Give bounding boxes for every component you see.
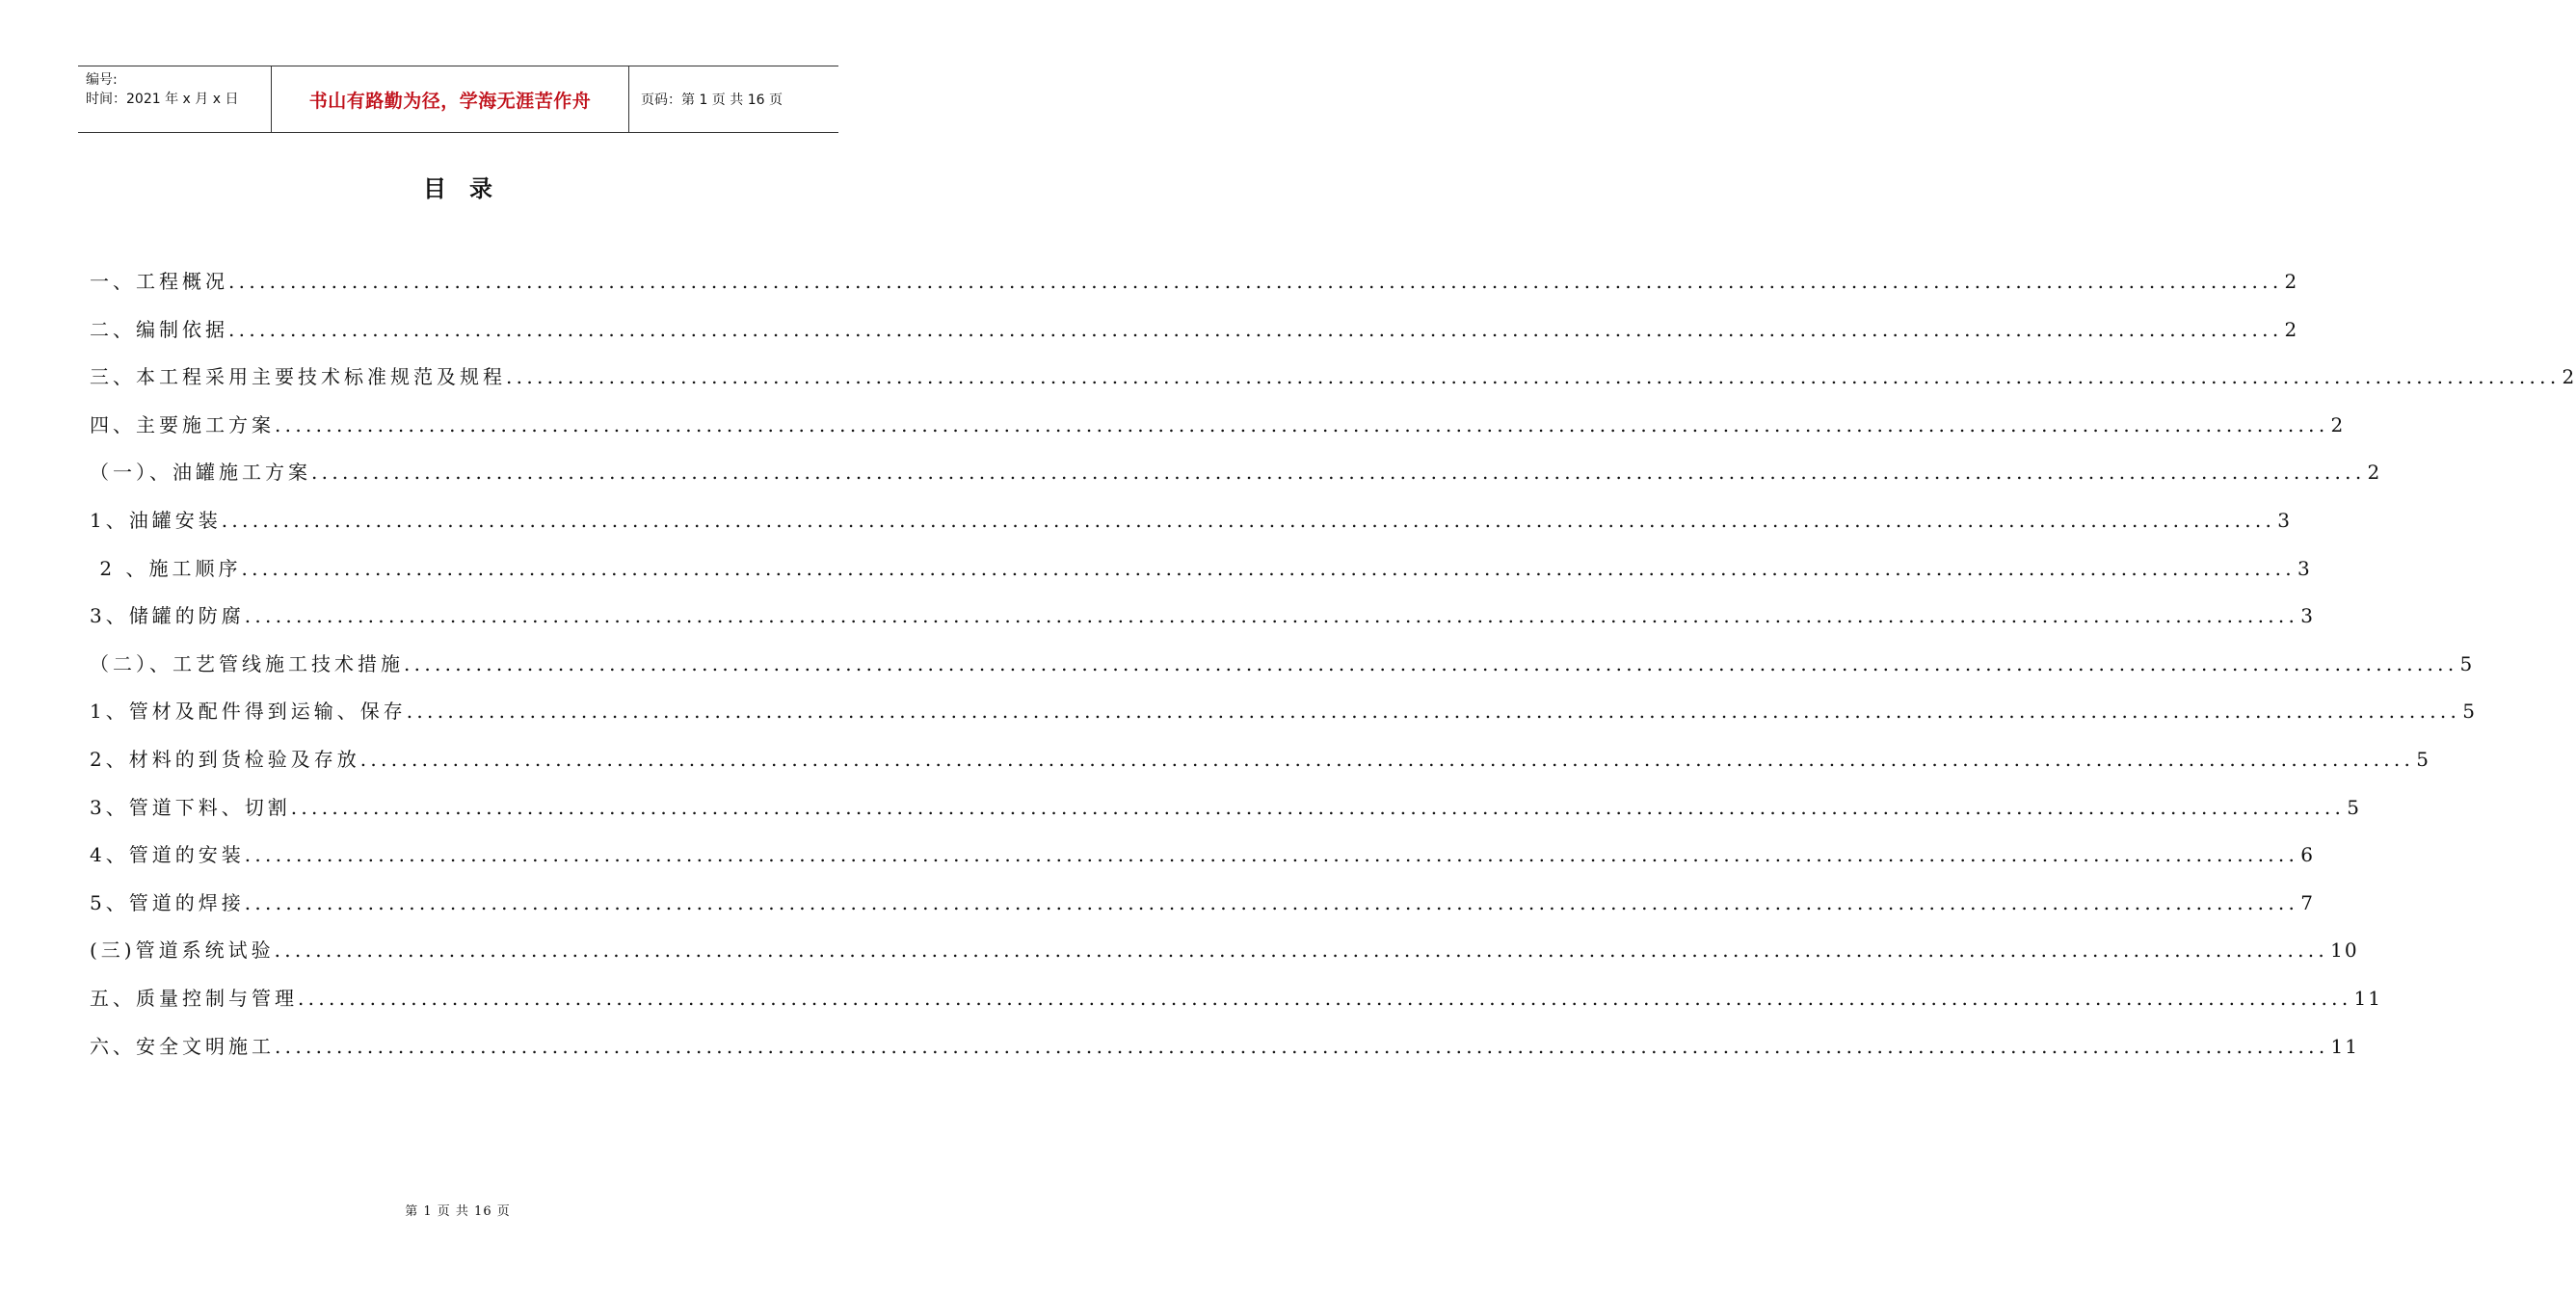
toc-entry[interactable] xyxy=(90,505,2292,553)
toc-entry-page: 11 xyxy=(2330,1034,2359,1058)
toc-entry-label: 3、管道下料、切割 xyxy=(90,795,291,819)
toc-entry-page: 3 xyxy=(2277,508,2292,532)
toc-entry-page: 3 xyxy=(2300,604,2315,628)
toc-leader-dots: ........................................................................................................................................................................................................ xyxy=(290,795,2346,819)
toc-entry-page: 7 xyxy=(2300,890,2315,914)
toc-entry-label: 三、本工程采用主要技术标准规范及规程 xyxy=(90,365,506,389)
toc-entry[interactable] xyxy=(90,553,2312,601)
toc-entry[interactable] xyxy=(90,792,2361,840)
toc-entry-label: 3、储罐的防腐 xyxy=(90,604,245,628)
toc-leader-dots: ........................................................................................................................................................................................................ xyxy=(228,270,2283,293)
date-label: 时间：2021 年 x 月 x 日 xyxy=(86,92,239,107)
toc-entry-page: 2 xyxy=(2330,412,2346,436)
toc-entry-page: 5 xyxy=(2347,795,2361,819)
toc-entry-label: 五、质量控制与管理 xyxy=(90,986,298,1010)
toc-leader-dots: ........................................................................................................................................................................................................ xyxy=(244,890,2299,914)
toc-entry-label: （二）、工艺管线施工技术措施 xyxy=(90,651,404,675)
toc-entry[interactable] xyxy=(90,410,2346,458)
toc-entry-page: 2 xyxy=(2562,365,2576,389)
toc-entry[interactable] xyxy=(90,983,2382,1031)
toc-entry[interactable] xyxy=(90,1031,2359,1079)
toc-entry-page: 2 xyxy=(2367,461,2382,485)
toc-entry-label: 1、油罐安装 xyxy=(90,508,222,532)
page-footer: 第 1 页 共 16 页 xyxy=(405,1204,511,1219)
toc-entry-label: 四、主要施工方案 xyxy=(90,412,275,436)
toc-entry[interactable] xyxy=(90,266,2299,314)
toc-entry-label: 1、管材及配件得到运输、保存 xyxy=(90,700,407,724)
toc-leader-dots: ........................................................................................................................................................................................................ xyxy=(221,508,2276,532)
toc-leader-dots: ........................................................................................................................................................................................................ xyxy=(404,651,2458,675)
toc-entry-label: 2、材料的到货检验及存放 xyxy=(90,747,360,771)
toc-leader-dots: ........................................................................................................................................................................................................ xyxy=(298,986,2352,1010)
toc-entry[interactable] xyxy=(90,361,2576,410)
document-title: 目录 xyxy=(423,175,516,202)
page-info-text: 页码：第 1 页 共 16 页 xyxy=(641,92,783,108)
toc-entry-label: 二、编制依据 xyxy=(90,317,228,341)
header-meta xyxy=(78,66,271,132)
toc-leader-dots: ........................................................................................................................................................................................................ xyxy=(311,461,2366,485)
toc-entry[interactable] xyxy=(90,839,2315,887)
toc-entry[interactable] xyxy=(90,887,2315,936)
toc-leader-dots: ........................................................................................................................................................................................................ xyxy=(406,700,2461,724)
toc-entry[interactable] xyxy=(90,600,2315,648)
toc-leader-dots: ........................................................................................................................................................................................................ xyxy=(228,317,2283,341)
toc-leader-dots: ........................................................................................................................................................................................................ xyxy=(241,556,2296,580)
toc-entry-label: 一、工程概况 xyxy=(90,270,228,293)
toc-entry[interactable] xyxy=(90,314,2299,362)
toc-leader-dots: ........................................................................................................................................................................................................ xyxy=(506,365,2561,389)
toc-leader-dots: ........................................................................................................................................................................................................ xyxy=(359,747,2415,771)
toc-entry-page: 3 xyxy=(2297,556,2312,580)
toc-entry[interactable] xyxy=(90,935,2359,983)
toc-entry-page: 5 xyxy=(2459,651,2475,675)
toc-leader-dots: ........................................................................................................................................................................................................ xyxy=(275,1034,2329,1058)
toc-entry[interactable] xyxy=(90,696,2477,744)
toc-leader-dots: ........................................................................................................................................................................................................ xyxy=(244,843,2299,867)
toc-entry-page: 5 xyxy=(2416,747,2430,771)
toc-entry-label: 2 、施工顺序 xyxy=(90,556,242,580)
header-motto-cell xyxy=(271,66,629,132)
header-page-info xyxy=(629,66,838,132)
toc-entry-page: 2 xyxy=(2284,270,2299,293)
toc-entry[interactable] xyxy=(90,648,2475,697)
page-header xyxy=(78,66,838,133)
toc-leader-dots: ........................................................................................................................................................................................................ xyxy=(274,938,2329,963)
toc-entry[interactable] xyxy=(90,457,2382,505)
toc-entry-page: 11 xyxy=(2353,986,2382,1010)
toc-entry-page: 2 xyxy=(2284,317,2299,341)
toc-leader-dots: ........................................................................................................................................................................................................ xyxy=(244,604,2299,628)
toc-leader-dots: ........................................................................................................................................................................................................ xyxy=(275,412,2329,436)
toc-entry-page: 5 xyxy=(2462,700,2477,724)
toc-entry-label: （一）、油罐施工方案 xyxy=(90,461,311,485)
toc-entry-page: 10 xyxy=(2330,938,2359,963)
toc-entry-label: 六、安全文明施工 xyxy=(90,1034,275,1058)
motto-text: 书山有路勤为径，学海无涯苦作舟 xyxy=(308,90,592,112)
serial-number-label: 编号: xyxy=(86,72,118,88)
toc-entry-page: 6 xyxy=(2300,843,2315,867)
toc-entry-label: 4、管道的安装 xyxy=(90,843,245,867)
toc-entry[interactable] xyxy=(90,744,2430,792)
toc-entry-label: (三)管道系统试验 xyxy=(90,938,275,963)
toc-entry-label: 5、管道的焊接 xyxy=(90,890,245,914)
table-of-contents xyxy=(90,266,2576,1078)
